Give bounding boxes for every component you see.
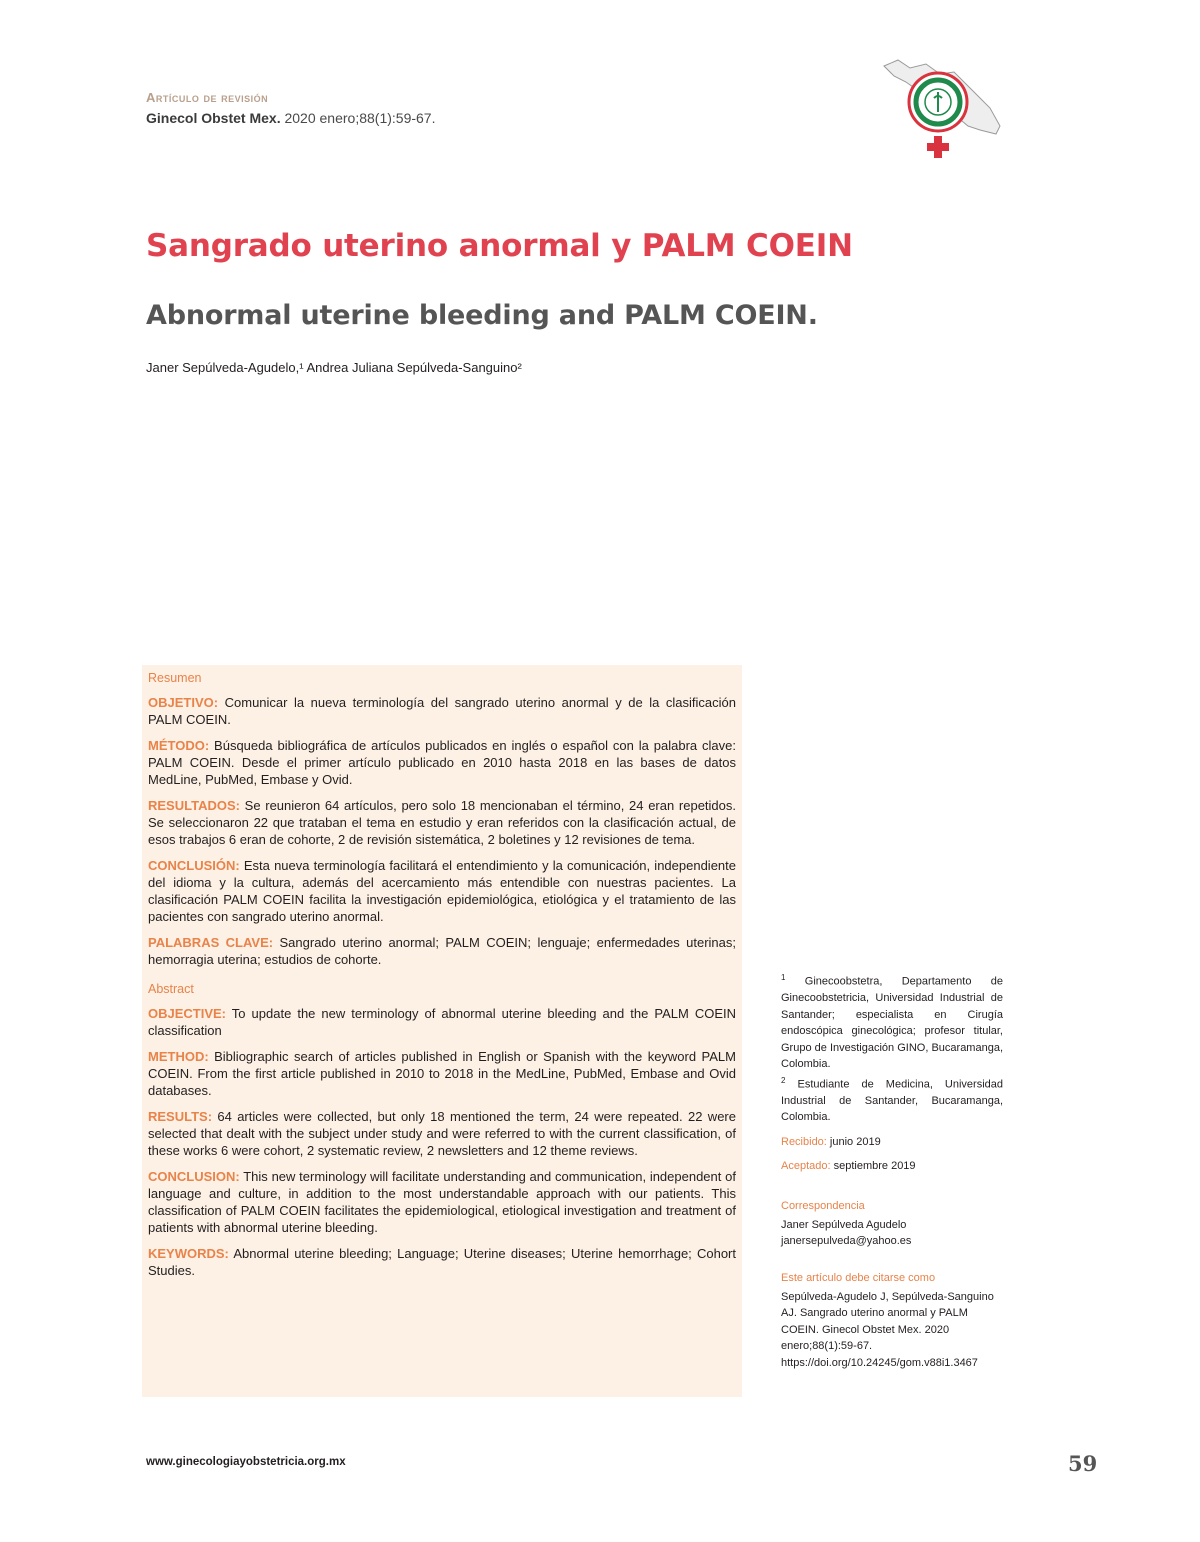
correspondence-heading: Correspondencia bbox=[781, 1200, 865, 1212]
abstract-conclusion bbox=[148, 1168, 736, 1236]
correspondence-email[interactable]: janersepulveda@yahoo.es bbox=[781, 1235, 912, 1247]
author-list: Janer Sepúlveda-Agudelo,¹ Andrea Juliana Sepúlveda-Sanguino² bbox=[146, 360, 522, 375]
correspondence bbox=[781, 1198, 1003, 1250]
affiliation-2 bbox=[781, 1073, 1003, 1126]
article-type-kicker: Artículo de revisión bbox=[146, 90, 269, 105]
affiliation-1 bbox=[781, 970, 1003, 1073]
affiliation-2-mark: 2 bbox=[781, 1075, 786, 1085]
abstract-results-label: RESULTS: bbox=[148, 1109, 213, 1124]
resumen-conclusion-text: Esta nueva terminología facilitará el entendimiento y la comunicación, independiente del idioma y la cultura, además del acercamiento más entendible con nuestras pacientes. La clasificación PALM COEIN facilita la investigación epidemiológica, etiológica y el tratamiento de las pacientes con sangrado uterino anormal. bbox=[148, 858, 736, 924]
journal-issue: 2020 enero;88(1):59-67. bbox=[280, 110, 436, 126]
abstract-results bbox=[148, 1108, 736, 1159]
accepted-date bbox=[781, 1158, 1003, 1175]
page-number: 59 bbox=[1068, 1451, 1098, 1476]
affiliation-1-text: Ginecoobstetra, Departamento de Ginecoobstetricia, Universidad Industrial de Santander; especialista en Cirugía endoscópica ginecológica; profesor titular, Grupo de Investigación GINO, Bucaramanga, Colombia. bbox=[781, 975, 1003, 1071]
abstract-heading: Abstract bbox=[148, 982, 194, 996]
affiliation-2-text: Estudiante de Medicina, Universidad Industrial de Santander, Bucaramanga, Colombia. bbox=[781, 1078, 1003, 1124]
article-title-spanish: Sangrado uterino anormal y PALM COEIN bbox=[146, 228, 853, 264]
resumen-palabras-label: PALABRAS CLAVE: bbox=[148, 935, 274, 950]
resumen-heading: Resumen bbox=[148, 671, 202, 685]
resumen-metodo bbox=[148, 737, 736, 788]
received-value: junio 2019 bbox=[826, 1136, 881, 1148]
resumen-palabras-text: Sangrado uterino anormal; PALM COEIN; lenguaje; enfermedades uterinas; hemorragia uterina; estudios de cohorte. bbox=[148, 935, 737, 967]
cite-as bbox=[781, 1270, 1003, 1371]
article-dates bbox=[781, 1134, 1003, 1181]
correspondence-name: Janer Sepúlveda Agudelo bbox=[781, 1218, 907, 1231]
resumen-resultados-label: RESULTADOS: bbox=[148, 798, 240, 813]
received-date bbox=[781, 1134, 1003, 1151]
abstract-keywords bbox=[148, 1245, 736, 1279]
doi-link[interactable]: https://doi.org/10.24245/gom.v88i1.3467 bbox=[781, 1356, 978, 1369]
cite-as-text: Sepúlveda-Agudelo J, Sepúlveda-Sanguino AJ. Sangrado uterino anormal y PALM COEIN. Ginecol Obstet Mex. 2020 enero;88(1):59-67. bbox=[781, 1290, 994, 1352]
abstract-keywords-label: KEYWORDS: bbox=[148, 1246, 229, 1261]
affiliations bbox=[781, 970, 1003, 1126]
abstract-method bbox=[148, 1048, 736, 1099]
abstract-conclusion-label: CONCLUSION: bbox=[148, 1169, 240, 1184]
received-label: Recibido: bbox=[781, 1136, 827, 1148]
cite-as-heading: Este artículo debe citarse como bbox=[781, 1272, 936, 1284]
abstract-results-text: 64 articles were collected, but only 18 mentioned the term, 24 were repeated. 22 were selected that dealt with the subject under study and were referred to with the current classification, of these works 6 were cohort, 2 systematic review, 2 newsletters and 12 theme reviews. bbox=[148, 1109, 736, 1158]
abstract-method-label: METHOD: bbox=[148, 1049, 209, 1064]
resumen-objetivo bbox=[148, 694, 736, 728]
abstract-keywords-text: Abnormal uterine bleeding; Language; Uterine diseases; Uterine hemorrhage; Cohort Studies. bbox=[148, 1246, 736, 1278]
affiliation-1-mark: 1 bbox=[781, 973, 786, 982]
abstract-objective bbox=[148, 1005, 736, 1039]
resumen-objetivo-label: OBJETIVO: bbox=[148, 695, 219, 710]
resumen-resultados-text: Se reunieron 64 artículos, pero solo 18 mencionaban el término, 24 eran repetidos. Se seleccionaron 22 que trataban el tema en estudio y eran referidos con la clasificación actual, de esos trabajos 6 eran de cohorte, 2 de revisión sistemática, 2 boletines y 12 revisiones de tema. bbox=[148, 798, 736, 847]
journal-citation bbox=[146, 110, 435, 126]
resumen-objetivo-text: Comunicar la nueva terminología del sangrado uterino anormal y de la clasificación PALM COEIN. bbox=[148, 695, 736, 727]
resumen-metodo-label: MÉTODO: bbox=[148, 738, 210, 753]
accepted-label: Aceptado: bbox=[781, 1159, 831, 1172]
article-title-english: Abnormal uterine bleeding and PALM COEIN. bbox=[146, 300, 818, 331]
abstract-conclusion-text: This new terminology will facilitate understanding and communication, independent of language and culture, in addition to the most understandable approach with our patients. This classification of PALM COEIN facilitates the epidemiological, etiological investigation and treatment of patients with abnormal uterine bleeding. bbox=[148, 1169, 736, 1235]
abstract-objective-text: To update the new terminology of abnormal uterine bleeding and the PALM COEIN classification bbox=[148, 1006, 736, 1038]
resumen-conclusion-label: CONCLUSIÓN: bbox=[148, 858, 240, 873]
abstract-objective-label: OBJECTIVE: bbox=[148, 1006, 227, 1021]
abstract-method-text: Bibliographic search of articles published in English or Spanish with the keyword PALM COEIN. From the first article published in 2010 to 2018 in the MedLine, PubMed, Embase and Ovid databases. bbox=[148, 1049, 736, 1098]
resumen-resultados bbox=[148, 797, 736, 848]
society-logo bbox=[880, 56, 1004, 164]
abstract-box bbox=[142, 665, 742, 1397]
footer-website-link[interactable]: www.ginecologiayobstetricia.org.mx bbox=[146, 1456, 346, 1468]
resumen-metodo-text: Búsqueda bibliográfica de artículos publicados en inglés o español con la palabra clave: PALM COEIN. Desde el primer artículo publicado en 2010 hasta 2018 en las bases de datos MedLine, PubMed, Embase y Ovid. bbox=[148, 738, 736, 787]
journal-name: Ginecol Obstet Mex. bbox=[146, 110, 281, 126]
accepted-value: septiembre 2019 bbox=[830, 1159, 916, 1172]
resumen-palabras-clave bbox=[148, 934, 736, 968]
resumen-conclusion bbox=[148, 857, 736, 925]
